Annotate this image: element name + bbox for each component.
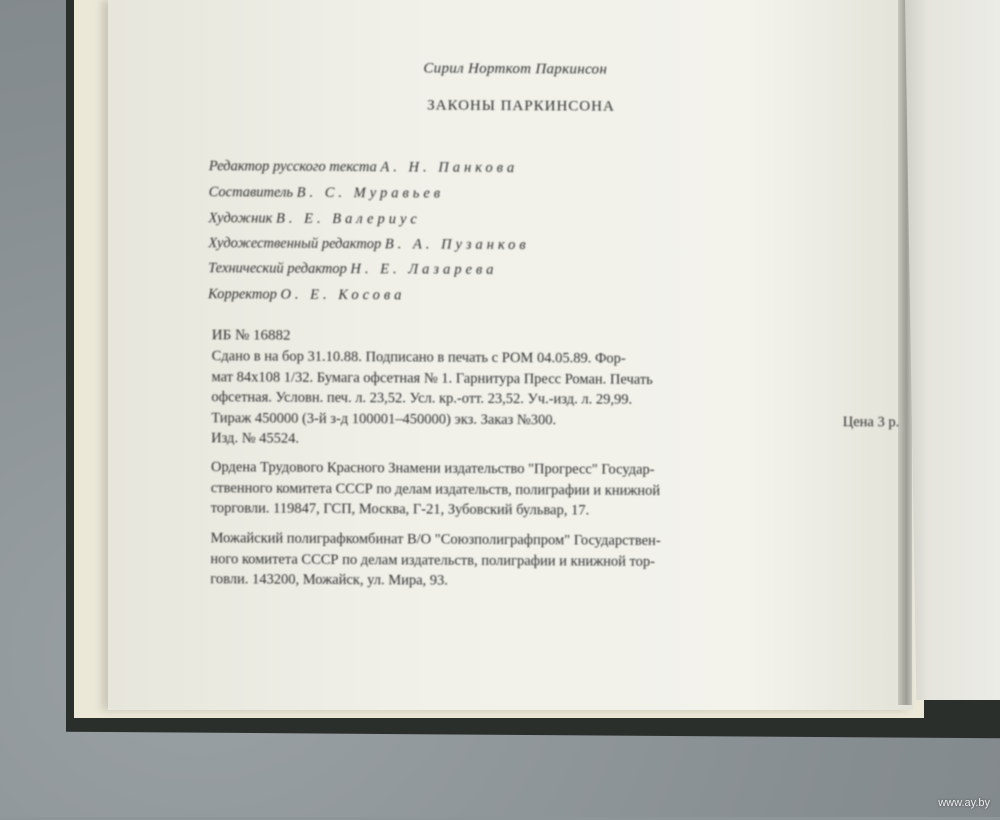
print-info-line: офсетная. Условн. печ. л. 23,52. Усл. кр.-отт. 23,52. Уч.-изд. л. 29,99. — [211, 389, 633, 408]
credit-person: В. С. Муравьев — [296, 184, 445, 202]
print-info-line: мат 84x108 1/32. Бумага офсетная № 1. Гарнитура Пресс Роман. Печать — [211, 368, 653, 388]
credit-line — [208, 210, 420, 228]
credit-person: О. Е. Косова — [280, 286, 406, 304]
printer-line: Можайский полиграфкомбинат В/О "Союзполиграфпром" Государствен- — [210, 530, 661, 549]
credit-role: Технический редактор — [208, 260, 347, 278]
ib-number: ИБ № 16882 — [211, 327, 291, 344]
publisher-paragraph — [211, 457, 899, 523]
credit-person: В. Е. Валериус — [275, 210, 421, 228]
printer-line: говли. 143200, Можайск, ул. Мира, 93. — [210, 571, 449, 589]
credit-role: Составитель — [208, 184, 294, 201]
credit-person: В. А. Пузанков — [384, 236, 530, 254]
publisher-line: Ордена Трудового Красного Знамени издательство "Прогресс" Государ- — [210, 459, 655, 478]
watermark: www.ay.by — [938, 797, 990, 809]
credit-line — [208, 260, 497, 279]
credit-person: А. Н. Панкова — [380, 159, 519, 177]
price: Цена 3 р. — [842, 413, 900, 430]
credit-role: Редактор русского текста — [208, 158, 377, 176]
credit-person: Н. Е. Лазарева — [350, 261, 498, 278]
author-name: Сирил Норткот Паркинсон — [423, 60, 608, 78]
book-title: ЗАКОНЫ ПАРКИНСОНА — [427, 97, 615, 115]
printer-paragraph — [210, 528, 898, 594]
credit-role: Художник — [208, 210, 273, 227]
print-info-line — [211, 408, 899, 433]
print-info-line: Изд. № 45524. — [211, 430, 300, 447]
credit-line — [208, 235, 529, 254]
credit-line — [209, 158, 518, 177]
printer-line: ного комитета СССР по делам издательств, полиграфии и книжной тор- — [210, 550, 656, 570]
publisher-line: торговли. 119847, ГСП, Москва, Г-21, Зубовский бульвар, 17. — [210, 500, 590, 519]
credit-role: Корректор — [207, 286, 277, 303]
print-info-paragraph — [211, 346, 900, 453]
print-info-line: Сдано в на бор 31.10.88. Подписано в печать с РОМ 04.05.89. Фор- — [211, 348, 626, 367]
credit-line — [209, 184, 445, 202]
publisher-line: ственного комитета СССР по делам издательств, полиграфии и книжной — [210, 479, 661, 499]
credit-role: Художественный редактор — [208, 235, 382, 253]
print-run: Тираж 450000 (3-й з-д 100001–450000) экз. Заказ №300. — [211, 409, 557, 428]
credit-line — [208, 286, 405, 304]
